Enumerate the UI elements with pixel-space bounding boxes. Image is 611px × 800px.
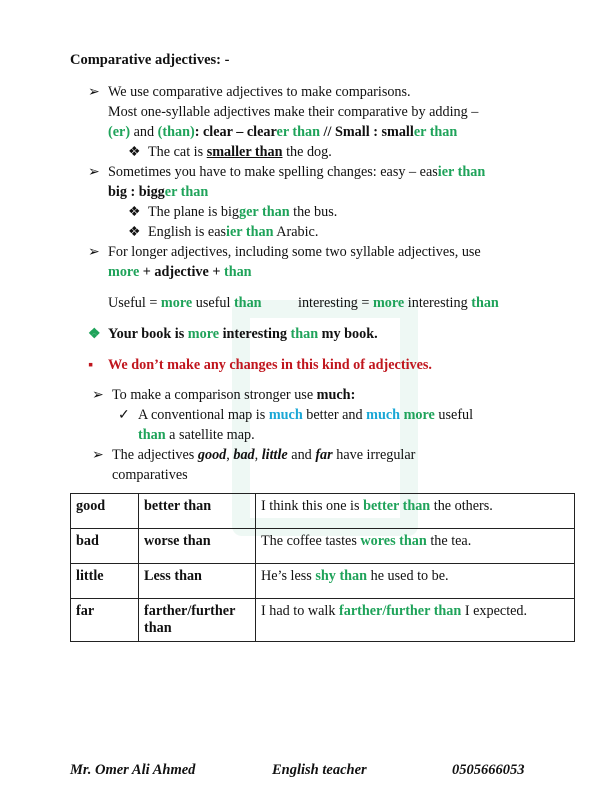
table-row [71,494,575,529]
table-row [71,564,575,599]
table-cell-adjective: far [71,599,139,642]
table-cell-example: I think this one is better than the others. [256,494,575,529]
table-cell-adjective: bad [71,529,139,564]
arrow-bullet-icon: ➢ [88,244,100,260]
table-cell-comparative: better than [139,494,256,529]
diamond-bullet-icon: ❖ [88,326,101,342]
arrow-bullet-icon: ➢ [88,164,100,180]
table-row [71,599,575,642]
irregular-comparatives-table [70,493,575,642]
bullet-5: ➢ The adjectives good, bad, little and far have irregular [92,447,416,463]
bullet-1-line-3: (er) and (than): clear – clearer than // Small : smaller than [108,124,458,140]
footer-teacher-name: Mr. Omer Ali Ahmed [70,762,196,778]
bullet-2: ➢ Sometimes you have to make spelling changes: easy – easier than [88,164,486,180]
table-cell-comparative: Less than [139,564,256,599]
table-cell-comparative: worse than [139,529,256,564]
example-map: ✓ A conventional map is much better and much more useful [118,407,474,423]
footer-role: English teacher [272,762,367,778]
footer-phone: 0505666053 [452,762,525,778]
example-interesting: interesting = more interesting than [298,295,499,311]
diamond-bullet-icon: ❖ [128,204,141,220]
table-cell-example: He’s less shy than he used to be. [256,564,575,599]
bullet-2-line-2: big : bigger than [108,184,209,200]
example-cat: ❖ The cat is smaller than the dog. [128,144,332,160]
bullet-5-line-2: comparatives [112,467,188,483]
no-change-note: ▪ We don’t make any changes in this kind of adjectives. [88,357,432,373]
arrow-bullet-icon: ➢ [92,387,104,403]
page-title: Comparative adjectives: - [70,52,230,68]
bullet-3-line-2: more + adjective + than [108,264,252,280]
example-book: ❖ Your book is more interesting than my book. [88,326,378,342]
square-bullet-icon: ▪ [88,357,94,373]
example-useful: Useful = more useful than [108,295,262,311]
arrow-bullet-icon: ➢ [88,84,100,100]
example-map-line-2: than a satellite map. [138,427,255,443]
table-cell-adjective: little [71,564,139,599]
example-english: ❖ English is easier than Arabic. [128,224,319,240]
bullet-1-line-2: Most one-syllable adjectives make their comparative by adding – [108,104,479,120]
bullet-4: ➢ To make a comparison stronger use much: [92,387,356,403]
arrow-bullet-icon: ➢ [92,447,104,463]
example-plane: ❖ The plane is bigger than the bus. [128,204,338,220]
table-cell-comparative: farther/further than [139,599,256,642]
table-cell-example: The coffee tastes wores than the tea. [256,529,575,564]
table-cell-adjective: good [71,494,139,529]
bullet-3: ➢ For longer adjectives, including some two syllable adjectives, use [88,244,481,260]
checkmark-icon: ✓ [118,407,130,423]
table-row [71,529,575,564]
diamond-bullet-icon: ❖ [128,224,141,240]
diamond-bullet-icon: ❖ [128,144,141,160]
table-cell-example: I had to walk farther/further than I expected. [256,599,575,642]
bullet-1: ➢ We use comparative adjectives to make comparisons. [88,84,411,100]
